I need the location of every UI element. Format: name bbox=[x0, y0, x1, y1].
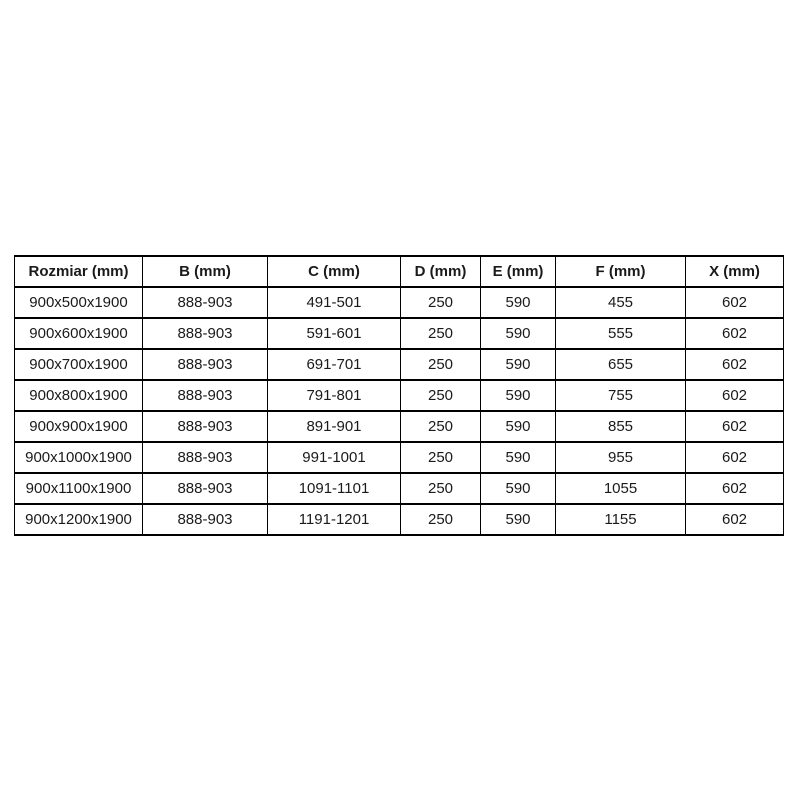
column-header: X (mm) bbox=[686, 256, 784, 287]
table-cell: 602 bbox=[686, 442, 784, 473]
table-cell: 250 bbox=[401, 411, 481, 442]
table-cell: 791-801 bbox=[268, 380, 401, 411]
table-cell: 1155 bbox=[556, 504, 686, 535]
table-cell: 602 bbox=[686, 380, 784, 411]
table-cell: 891-901 bbox=[268, 411, 401, 442]
table-cell: 900x700x1900 bbox=[15, 349, 143, 380]
table-cell: 900x900x1900 bbox=[15, 411, 143, 442]
table-row bbox=[15, 349, 784, 380]
table-cell: 250 bbox=[401, 504, 481, 535]
table-cell: 250 bbox=[401, 442, 481, 473]
table-cell: 888-903 bbox=[143, 473, 268, 504]
table-cell: 590 bbox=[481, 442, 556, 473]
table-cell: 602 bbox=[686, 287, 784, 318]
table-cell: 900x600x1900 bbox=[15, 318, 143, 349]
table-row bbox=[15, 504, 784, 535]
table-cell: 250 bbox=[401, 287, 481, 318]
table-cell: 590 bbox=[481, 287, 556, 318]
table-cell: 855 bbox=[556, 411, 686, 442]
table-cell: 602 bbox=[686, 473, 784, 504]
table-cell: 602 bbox=[686, 318, 784, 349]
header-row bbox=[15, 256, 784, 287]
table-cell: 900x1200x1900 bbox=[15, 504, 143, 535]
table-cell: 888-903 bbox=[143, 442, 268, 473]
table-cell: 555 bbox=[556, 318, 686, 349]
table-cell: 655 bbox=[556, 349, 686, 380]
table-cell: 888-903 bbox=[143, 380, 268, 411]
table-body bbox=[15, 287, 784, 535]
table-row bbox=[15, 380, 784, 411]
column-header: B (mm) bbox=[143, 256, 268, 287]
table-cell: 590 bbox=[481, 473, 556, 504]
table-cell: 1191-1201 bbox=[268, 504, 401, 535]
table-cell: 250 bbox=[401, 318, 481, 349]
table-cell: 602 bbox=[686, 411, 784, 442]
table-cell: 491-501 bbox=[268, 287, 401, 318]
column-header: E (mm) bbox=[481, 256, 556, 287]
table-cell: 590 bbox=[481, 380, 556, 411]
table-row bbox=[15, 473, 784, 504]
column-header: C (mm) bbox=[268, 256, 401, 287]
table-row bbox=[15, 411, 784, 442]
table-cell: 590 bbox=[481, 318, 556, 349]
column-header: D (mm) bbox=[401, 256, 481, 287]
table-cell: 602 bbox=[686, 504, 784, 535]
table-cell: 455 bbox=[556, 287, 686, 318]
table-row bbox=[15, 442, 784, 473]
table-cell: 900x1100x1900 bbox=[15, 473, 143, 504]
table-cell: 1055 bbox=[556, 473, 686, 504]
table-cell: 591-601 bbox=[268, 318, 401, 349]
table-row bbox=[15, 318, 784, 349]
table-cell: 691-701 bbox=[268, 349, 401, 380]
column-header: F (mm) bbox=[556, 256, 686, 287]
table-cell: 900x500x1900 bbox=[15, 287, 143, 318]
column-header: Rozmiar (mm) bbox=[15, 256, 143, 287]
table-cell: 602 bbox=[686, 349, 784, 380]
table-cell: 900x800x1900 bbox=[15, 380, 143, 411]
table-cell: 991-1001 bbox=[268, 442, 401, 473]
table-cell: 888-903 bbox=[143, 318, 268, 349]
table-cell: 888-903 bbox=[143, 504, 268, 535]
table-cell: 250 bbox=[401, 380, 481, 411]
table-row bbox=[15, 287, 784, 318]
table-cell: 250 bbox=[401, 473, 481, 504]
table-cell: 755 bbox=[556, 380, 686, 411]
table-cell: 888-903 bbox=[143, 287, 268, 318]
table-cell: 1091-1101 bbox=[268, 473, 401, 504]
table-cell: 900x1000x1900 bbox=[15, 442, 143, 473]
table-cell: 888-903 bbox=[143, 411, 268, 442]
table-cell: 955 bbox=[556, 442, 686, 473]
table-cell: 590 bbox=[481, 411, 556, 442]
table-cell: 590 bbox=[481, 349, 556, 380]
table-cell: 250 bbox=[401, 349, 481, 380]
size-spec-table bbox=[14, 255, 784, 536]
table-cell: 590 bbox=[481, 504, 556, 535]
table-cell: 888-903 bbox=[143, 349, 268, 380]
